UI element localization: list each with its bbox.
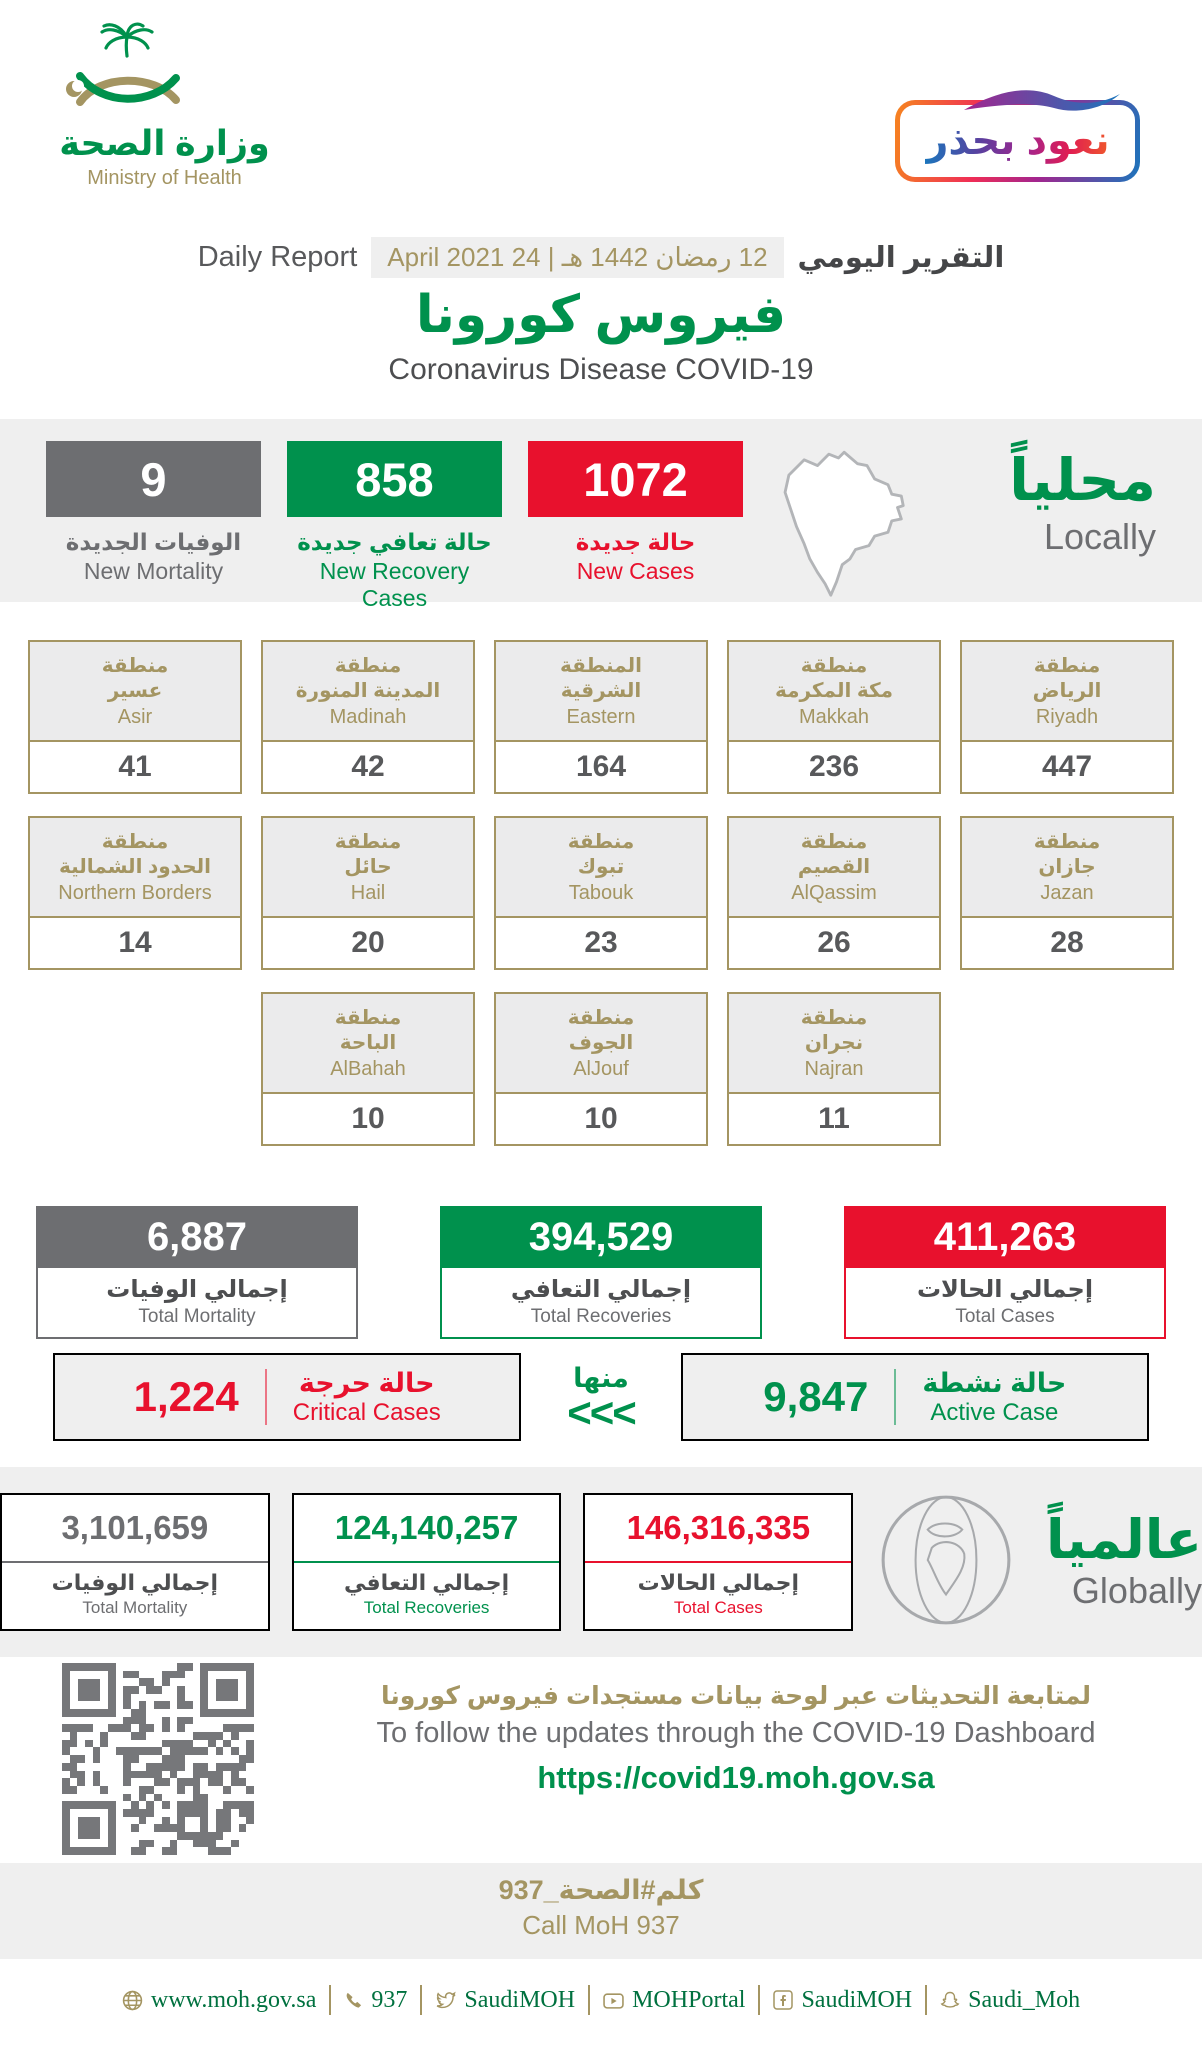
page-title-english: Coronavirus Disease COVID-19 bbox=[388, 353, 814, 386]
divider bbox=[758, 1985, 760, 2015]
region-value: 10 bbox=[584, 1102, 618, 1135]
global-recoveries: 124,140,257 إجمالي التعافي Total Recoveries bbox=[292, 1493, 562, 1631]
youtube-icon bbox=[603, 1991, 624, 2010]
regions-grid bbox=[27, 640, 1175, 1146]
moh-emblem-icon bbox=[52, 22, 277, 122]
divider bbox=[894, 1369, 896, 1425]
region-value: 11 bbox=[818, 1102, 850, 1135]
total-cases-value: 411,263 bbox=[844, 1206, 1166, 1268]
page-title-arabic: فيروس كورونا bbox=[415, 286, 787, 344]
critical-cases-box: 1,224 حالة حرجة Critical Cases bbox=[53, 1353, 521, 1441]
region-card-hail: منطقة حائل Hail 20 bbox=[261, 816, 475, 970]
dashboard-section bbox=[0, 1657, 1202, 1863]
regions-row-3 bbox=[27, 992, 1175, 1146]
globally-label-en: Globally bbox=[1071, 1570, 1202, 1612]
chevrons-left-icon: <<< bbox=[567, 1388, 635, 1436]
region-value: 20 bbox=[351, 926, 385, 959]
region-card-asir: منطقة عسير Asir 41 bbox=[28, 640, 242, 794]
new-cases-label-en: New Cases bbox=[576, 558, 695, 584]
global-recoveries-value: 124,140,257 bbox=[294, 1495, 560, 1563]
region-value: 41 bbox=[118, 750, 152, 783]
footer-contact-bar bbox=[0, 1959, 1202, 2041]
dashboard-url-link[interactable]: https://covid19.moh.gov.sa bbox=[537, 1760, 935, 1795]
globally-label-ar: عالمياً bbox=[1046, 1509, 1202, 1570]
qr-finder-icon bbox=[200, 1663, 254, 1717]
regions-row-1 bbox=[27, 640, 1175, 794]
region-card-madinah: منطقة المدينة المنورة Madinah 42 bbox=[261, 640, 475, 794]
region-card-tabouk: منطقة تبوك Tabouk 23 bbox=[494, 816, 708, 970]
region-card-albahah: منطقة الباحة AlBahah 10 bbox=[261, 992, 475, 1146]
locally-label-ar: محلياً bbox=[1009, 448, 1156, 513]
header bbox=[0, 0, 1202, 230]
new-recoveries-label-ar: حالة تعافي جديدة bbox=[297, 529, 492, 555]
saudi-map-icon bbox=[769, 437, 925, 604]
region-card-jazan: منطقة جازان Jazan 28 bbox=[960, 816, 1174, 970]
locally-section bbox=[0, 419, 1202, 611]
global-cases: 146,316,335 إجمالي الحالات Total Cases bbox=[583, 1493, 853, 1631]
globally-section bbox=[0, 1467, 1202, 1657]
global-mortality: 3,101,659 إجمالي الوفيات Total Mortality bbox=[0, 1493, 270, 1631]
divider bbox=[265, 1369, 267, 1425]
new-mortality-value: 9 bbox=[46, 441, 261, 517]
call-moh-en: Call MoH 937 bbox=[522, 1910, 680, 1940]
facebook-icon bbox=[773, 1990, 793, 2010]
new-cases-value: 1072 bbox=[528, 441, 743, 517]
region-value: 23 bbox=[584, 926, 618, 959]
badge-text: نعود بحذر bbox=[925, 119, 1110, 163]
report-label-en: Daily Report bbox=[197, 241, 358, 273]
active-critical-row bbox=[0, 1353, 1202, 1441]
qr-code bbox=[62, 1663, 254, 1855]
active-cases-value: 9,847 bbox=[763, 1373, 869, 1420]
new-recoveries-label-en: New Recovery Cases bbox=[319, 558, 470, 611]
dashboard-line-ar: لمتابعة التحديثات عبر لوحة بيانات مستجدات فيروس كورونا bbox=[380, 1682, 1092, 1710]
global-mortality-value: 3,101,659 bbox=[2, 1495, 268, 1563]
region-card-riyadh: منطقة الرياض Riyadh 447 bbox=[960, 640, 1174, 794]
report-title-row bbox=[0, 230, 1202, 285]
new-mortality-label-en: New Mortality bbox=[83, 558, 224, 584]
twitter-icon bbox=[435, 1990, 456, 2011]
phone-icon bbox=[344, 1991, 363, 2010]
region-value: 14 bbox=[118, 926, 152, 959]
footer-link-website[interactable]: www.moh.gov.sa bbox=[122, 1987, 317, 2014]
regions-row-2 bbox=[27, 816, 1175, 970]
total-recoveries: 394,529 إجمالي التعافي Total Recoveries bbox=[440, 1206, 762, 1328]
new-cases-label-ar: حالة جديدة bbox=[575, 529, 696, 555]
region-value: 26 bbox=[817, 926, 851, 959]
snapchat-icon bbox=[940, 1990, 960, 2010]
footer-link-phone[interactable]: 937 bbox=[344, 1987, 407, 2014]
region-value: 28 bbox=[1050, 926, 1084, 959]
footer-link-youtube[interactable]: MOHPortal bbox=[603, 1987, 745, 2014]
of-which-indicator: منها <<< bbox=[567, 1362, 635, 1436]
report-label-ar: التقرير اليومي bbox=[797, 242, 1005, 274]
qr-finder-icon bbox=[62, 1663, 116, 1717]
new-recoveries-value: 858 bbox=[287, 441, 502, 517]
region-value: 10 bbox=[351, 1102, 385, 1135]
divider bbox=[420, 1985, 422, 2015]
new-mortality-label-ar: الوفيات الجديدة bbox=[65, 529, 242, 555]
locally-label-en: Locally bbox=[1043, 515, 1156, 557]
divider bbox=[925, 1985, 927, 2015]
footer-link-snapchat[interactable]: Saudi_Moh bbox=[940, 1987, 1080, 2014]
call-moh-ar: كلم#الصحة_937 bbox=[498, 1875, 704, 1905]
globe-icon bbox=[875, 1489, 1017, 1636]
totals-row bbox=[0, 1206, 1202, 1328]
logo-english: Ministry of Health bbox=[87, 167, 242, 189]
region-value: 164 bbox=[575, 750, 627, 783]
new-cases-stat bbox=[528, 441, 743, 585]
divider bbox=[329, 1985, 331, 2015]
total-cases: 411,263 إجمالي الحالات Total Cases bbox=[844, 1206, 1166, 1328]
region-value: 447 bbox=[1041, 750, 1093, 783]
critical-cases-value: 1,224 bbox=[133, 1373, 239, 1420]
footer-link-facebook[interactable]: SaudiMOH bbox=[773, 1987, 912, 2014]
region-value: 236 bbox=[808, 750, 860, 783]
active-cases-box: 9,847 حالة نشطة Active Case bbox=[681, 1353, 1149, 1441]
region-value: 42 bbox=[351, 750, 385, 783]
divider bbox=[588, 1985, 590, 2015]
globally-labels bbox=[1039, 1509, 1202, 1613]
global-cases-value: 146,316,335 bbox=[585, 1495, 851, 1563]
total-recoveries-value: 394,529 bbox=[440, 1206, 762, 1268]
total-mortality-value: 6,887 bbox=[36, 1206, 358, 1268]
footer-link-twitter[interactable]: SaudiMOH bbox=[435, 1987, 575, 2014]
globe-icon bbox=[122, 1990, 143, 2011]
new-recoveries-stat bbox=[287, 441, 502, 612]
region-card-eastern: المنطقة الشرقية Eastern 164 bbox=[494, 640, 708, 794]
dashboard-text bbox=[270, 1657, 1202, 1796]
report-date: 12 رمضان 1442 هـ | 24 April 2021 bbox=[371, 237, 783, 278]
region-card-makkah: منطقة مكة المكرمة Makkah 236 bbox=[727, 640, 941, 794]
badge-swoosh-icon bbox=[962, 84, 1122, 123]
qr-finder-icon bbox=[62, 1801, 116, 1855]
region-card-northern-borders: منطقة الحدود الشمالية Northern Borders 14 bbox=[28, 816, 242, 970]
dashboard-line-en: To follow the updates through the COVID-19 Dashboard bbox=[376, 1717, 1096, 1749]
new-mortality-stat bbox=[46, 441, 261, 585]
return-with-caution-badge bbox=[895, 100, 1140, 182]
region-card-alqassim: منطقة القصيم AlQassim 26 bbox=[727, 816, 941, 970]
moh-logo bbox=[52, 22, 277, 190]
call-moh-band bbox=[0, 1863, 1202, 1959]
logo-arabic: وزارة الصحة bbox=[59, 124, 270, 163]
total-mortality: 6,887 إجمالي الوفيات Total Mortality bbox=[36, 1206, 358, 1328]
region-card-aljouf: منطقة الجوف AlJouf 10 bbox=[494, 992, 708, 1146]
locally-labels bbox=[951, 448, 1156, 558]
region-card-najran: منطقة نجران Najran 11 bbox=[727, 992, 941, 1146]
